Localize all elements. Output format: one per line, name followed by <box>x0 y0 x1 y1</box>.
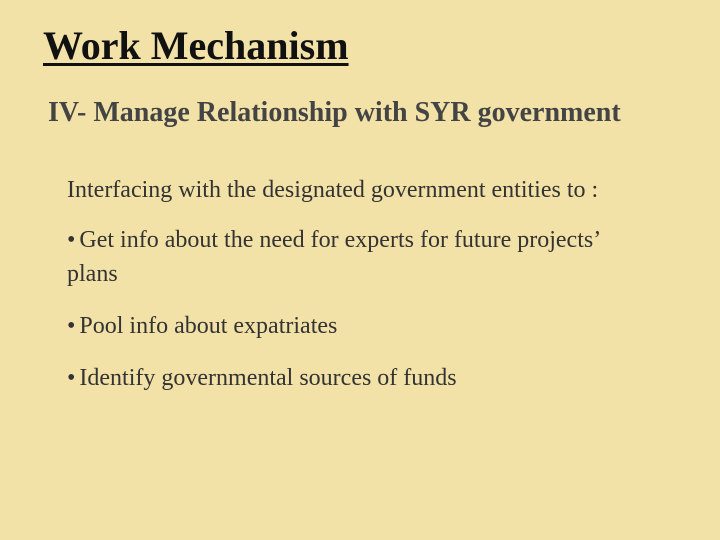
bullet-text: Get info about the need for experts for future projects’ plans <box>67 227 600 287</box>
bullet-icon: • <box>67 313 76 339</box>
bullet-item <box>67 223 627 291</box>
intro-text: Interfacing with the designated government entities to : <box>67 177 599 203</box>
slide-title: Work Mechanism <box>43 23 349 68</box>
bullet-text: Pool info about expatriates <box>79 313 338 339</box>
bullet-icon: • <box>67 227 76 253</box>
bullet-text: Identify governmental sources of funds <box>79 365 457 391</box>
bullet-item <box>67 309 627 343</box>
bullet-item <box>67 361 627 395</box>
slide-body <box>67 173 627 413</box>
slide-subtitle: IV- Manage Relationship with SYR government <box>48 97 621 128</box>
bullet-icon: • <box>67 365 76 391</box>
